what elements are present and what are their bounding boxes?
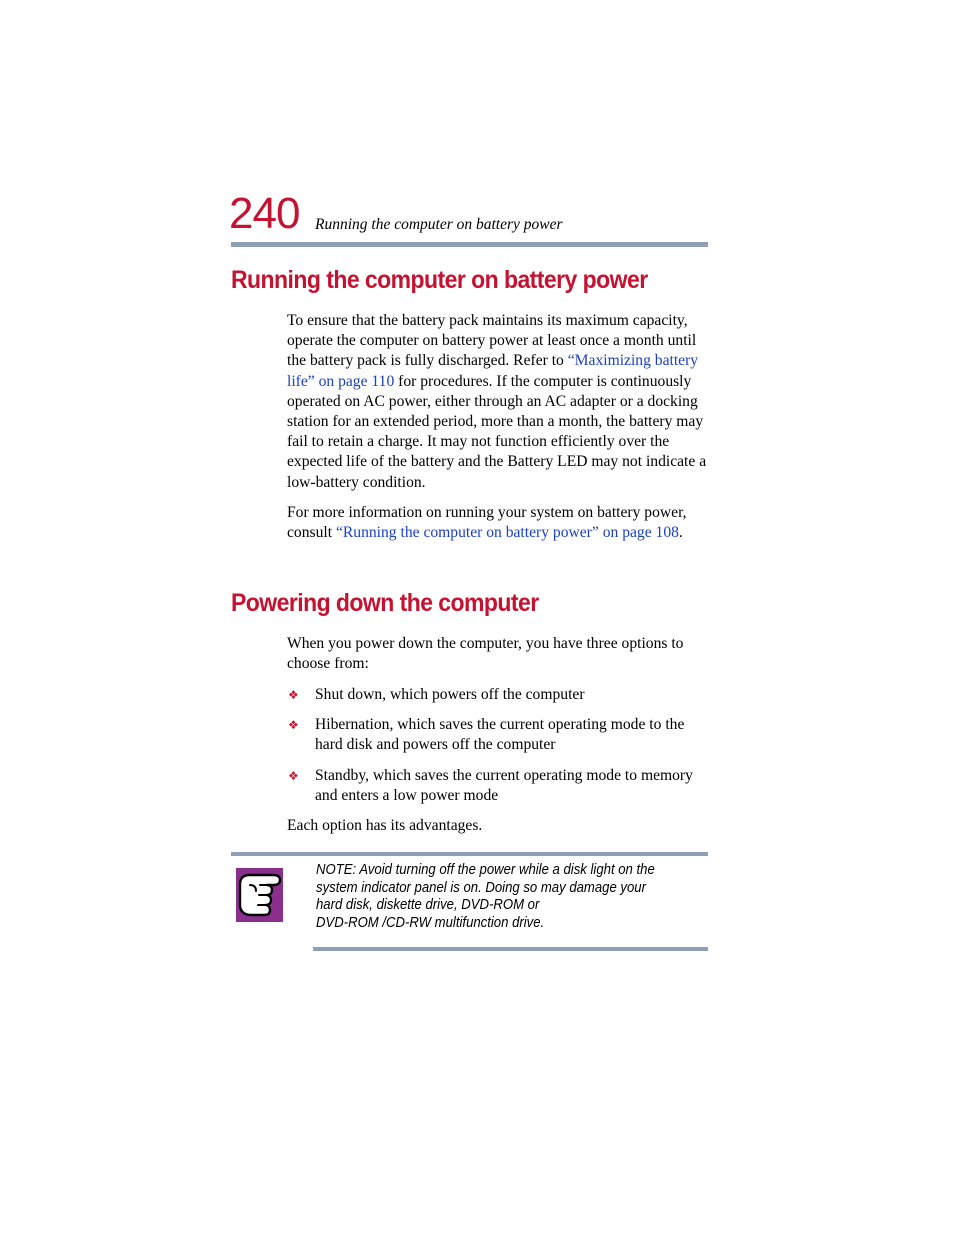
- option-text: Standby, which saves the current operating mode to memory and enters a low power mode: [315, 766, 693, 804]
- note-line: NOTE: Avoid turning off the power while a disk light on the: [316, 862, 655, 878]
- page-number: 240: [229, 189, 300, 238]
- paragraph-text: For more information on running your system on battery power, consult: [287, 504, 687, 542]
- list-item: [287, 766, 709, 806]
- note-line: DVD-ROM /CD-RW multifunction drive.: [316, 914, 545, 931]
- note-line: system indicator panel is on. Doing so may damage your: [316, 879, 646, 896]
- note-top-rule: [231, 852, 708, 856]
- diamond-bullet-icon: ❖: [288, 768, 299, 783]
- diamond-bullet-icon: ❖: [288, 718, 299, 733]
- power-options-list: [287, 685, 709, 816]
- list-item: [287, 715, 709, 755]
- running-header: Running the computer on battery power: [315, 216, 563, 233]
- note-text: [316, 862, 667, 932]
- section-heading-battery: Running the computer on battery power: [231, 266, 648, 294]
- note-line: hard disk, diskette drive, DVD-ROM or: [316, 897, 540, 913]
- header-rule: [231, 242, 708, 247]
- powering-down-closing: Each option has its advantages.: [287, 817, 483, 834]
- note-bottom-rule: [313, 947, 708, 951]
- section-heading-powering-down: Powering down the computer: [231, 589, 539, 617]
- paragraph-text: .: [678, 524, 683, 542]
- diamond-bullet-icon: ❖: [288, 688, 299, 702]
- list-item: [287, 685, 709, 705]
- battery-paragraph-2: [287, 503, 709, 543]
- link-running-on-battery-power[interactable]: “Running the computer on battery power” on page 108: [335, 524, 679, 542]
- battery-paragraph-1: [287, 311, 709, 493]
- link-maximizing-battery-life[interactable]: “Maximizing battery life” on page 110: [287, 352, 699, 390]
- pointing-hand-icon: [236, 868, 283, 922]
- paragraph-text: To ensure that the battery pack maintains its maximum capacity, operate the computer on battery power at least once a month until the battery pack is fully discharged. Refer to: [287, 312, 697, 370]
- option-text: Shut down, which powers off the computer: [315, 686, 585, 703]
- option-text: Hibernation, which saves the current operating mode to the hard disk and powers off the computer: [315, 716, 685, 754]
- powering-down-intro: When you power down the computer, you have three options to choose from:: [287, 635, 684, 673]
- paragraph-text: for procedures. If the computer is continuously operated on AC power, either through an AC adapter or a docking station for an extended period, more than a month, the battery may fail to retain a charge. It may not function efficiently over the expected life of the battery and the Battery LED may not indicate a low-battery condition.: [287, 372, 707, 491]
